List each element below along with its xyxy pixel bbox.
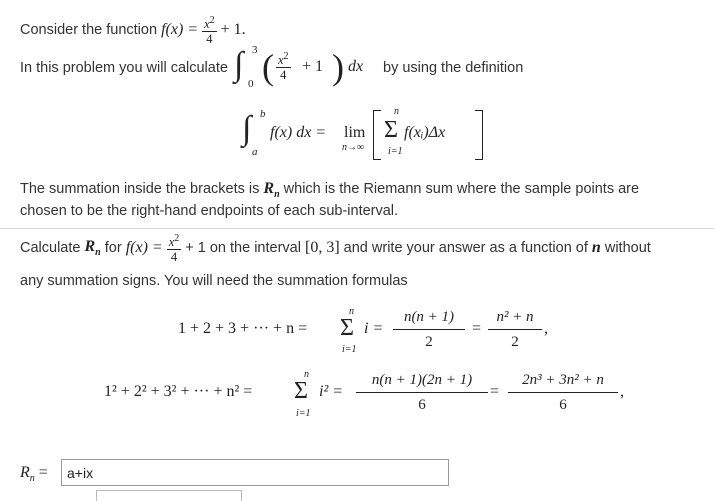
answer-label: $R_n$ = (20, 464, 48, 485)
integral-statement-line (20, 44, 523, 92)
rn-symbol-task: $R_n$ (84, 237, 101, 259)
calculate-text: In this problem you will calculate (20, 60, 228, 76)
section-divider (0, 228, 714, 229)
sum-formula-2: 1² + 2² + 3² + ··· + n² = n Σ i=1 i² = $\frac{n(n + 1)(2n + 1)}{6}$ = $\frac{\text{2n³ + 3n² + n}}{6}$ , (104, 369, 624, 419)
answer-input[interactable] (61, 459, 449, 486)
function-expression: f(x) = $\frac{x^2}{4}$ + 1. (161, 15, 246, 47)
sum-formula-1: 1 + 2 + 3 + ··· + n = n Σ i=1 i = $\frac{n(n + 1)}{2}$ = $\frac{\text{n² + n}}{2}$ , (178, 306, 548, 355)
explanation-line-2: chosen to be the right-hand endpoints of each sub-interval. (20, 203, 399, 219)
riemann-definition-formula: ∫ b a f(x) dx = lim n→∞ n Σ i=1 f(xᵢ)Δx (242, 104, 502, 164)
consider-text: Consider the function (20, 21, 158, 38)
target-integral: ∫ 3 0 ( $\frac{x^2}{4}$ + 1 ) dx (233, 44, 364, 90)
function-definition-line (20, 14, 246, 46)
rn-symbol: $R_n$ (263, 180, 280, 201)
explanation-line-1: The summation inside the brackets is $R_n$ which is the Riemann sum where the sample points are (20, 180, 640, 201)
definition-suffix-text: by using the definition (383, 60, 524, 76)
task-line-1: Calculate $R_n$ for f(x) = $\frac{x^2}{4}$ + 1 on the interval [0, 3] and write your answer as a function of n without (20, 233, 651, 265)
preview-box (96, 490, 242, 501)
task-line-2: any summation signs. You will need the summation formulas (20, 273, 408, 289)
